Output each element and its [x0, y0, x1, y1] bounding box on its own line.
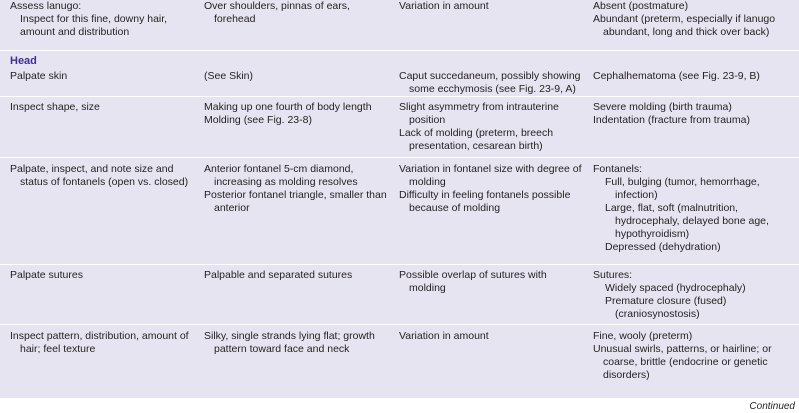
skin-variation [399, 70, 584, 96]
shape-deviations [593, 101, 793, 127]
row-divider [0, 50, 799, 51]
fontanels-normal-1: Anterior fontanel 5-cm diamond, increasing as molding resolves [204, 163, 358, 188]
shape-normal-2: Molding (see Fig. 23-8) [204, 114, 312, 126]
fontanels-normal-2: Posterior fontanel triangle, smaller than anterior [204, 189, 387, 214]
shape-variation-1: Slight asymmetry from intrauterine position [399, 101, 559, 126]
sutures-variation-text: Possible overlap of sutures with molding [399, 269, 547, 294]
fontanels-dev-2: Large, flat, soft (malnutrition, hydrocephaly, delayed bone age, hypothyroidism) [605, 202, 769, 240]
fontanels-dev-1: Full, bulging (tumor, hemorrhage, infection) [605, 176, 760, 201]
sutures-dev-2: Premature closure (fused) (craniosynostosis) [605, 295, 727, 320]
lanugo-assess-detail: Inspect for this fine, downy hair, amount and distribution [20, 13, 168, 38]
shape-normal-1: Making up one fourth of body length [204, 101, 372, 113]
fontanels-normal [204, 163, 389, 215]
shape-assessment: Inspect shape, size [10, 101, 100, 113]
row-divider [0, 96, 799, 97]
shape-normal [204, 101, 389, 127]
fontanels-dev-3: Depressed (dehydration) [605, 241, 721, 253]
sutures-dev-1: Widely spaced (hydrocephaly) [605, 282, 746, 294]
fontanels-variation-1: Variation in fontanel size with degree of molding [399, 163, 582, 188]
lanugo-normal-text: Over shoulders, pinnas of ears, forehead [204, 0, 350, 25]
skin-assessment: Palpate skin [10, 70, 68, 82]
lanugo-deviations [593, 0, 793, 39]
skin-deviations: Cephalhematoma (see Fig. 23-9, B) [593, 70, 760, 82]
lanugo-normal [204, 0, 389, 26]
skin-normal: (See Skin) [204, 70, 254, 82]
sutures-variation [399, 269, 584, 295]
fontanels-variation-2: Difficulty in feeling fontanels possible because of molding [399, 189, 571, 214]
sutures-deviations [593, 269, 793, 321]
fontanels-deviations [593, 163, 793, 254]
lanugo-dev-2: Abundant (preterm, especially if lanugo abundant, long and thick over back) [593, 13, 776, 38]
hair-normal [204, 330, 389, 356]
hair-deviations [593, 330, 793, 382]
lanugo-variation [399, 0, 584, 13]
hair-dev-1: Fine, wooly (preterm) [593, 330, 693, 342]
lanugo-assess-title: Assess lanugo: [10, 0, 82, 12]
sutures-normal: Palpable and separated sutures [204, 269, 353, 281]
hair-normal-text: Silky, single strands lying flat; growth pattern toward face and neck [204, 330, 375, 355]
lanugo-variation-text: Variation in amount [399, 0, 489, 12]
hair-variation: Variation in amount [399, 330, 489, 342]
fontanels-dev-title: Fontanels: [593, 163, 643, 175]
continued-label: Continued [749, 401, 795, 412]
shape-variation-2: Lack of molding (preterm, breech presentation, cesarean birth) [399, 127, 554, 152]
fontanels-assess-text: Palpate, inspect, and note size and status of fontanels (open vs. closed) [10, 163, 189, 188]
lanugo-assessment [10, 0, 195, 39]
row-divider [0, 324, 799, 325]
shape-dev-1: Severe molding (birth trauma) [593, 101, 732, 113]
shape-variation [399, 101, 584, 153]
hair-assessment [10, 330, 195, 356]
skin-variation-text: Caput succedaneum, possibly showing some ecchymosis (see Fig. 23-9, A) [399, 70, 581, 95]
row-divider [0, 157, 799, 158]
fontanels-assessment [10, 163, 195, 189]
hair-assess-text: Inspect pattern, distribution, amount of hair; feel texture [10, 330, 189, 355]
fontanels-variation [399, 163, 584, 215]
hair-dev-2: Unusual swirls, patterns, or hairline; or coarse, brittle (endocrine or genetic disorders) [593, 343, 772, 381]
shape-dev-2: Indentation (fracture from trauma) [593, 114, 750, 126]
row-divider [0, 264, 799, 265]
lanugo-dev-1: Absent (postmature) [593, 0, 689, 12]
sutures-dev-title: Sutures: [593, 269, 633, 281]
sutures-assessment: Palpate sutures [10, 269, 83, 281]
section-head: Head [10, 55, 37, 67]
